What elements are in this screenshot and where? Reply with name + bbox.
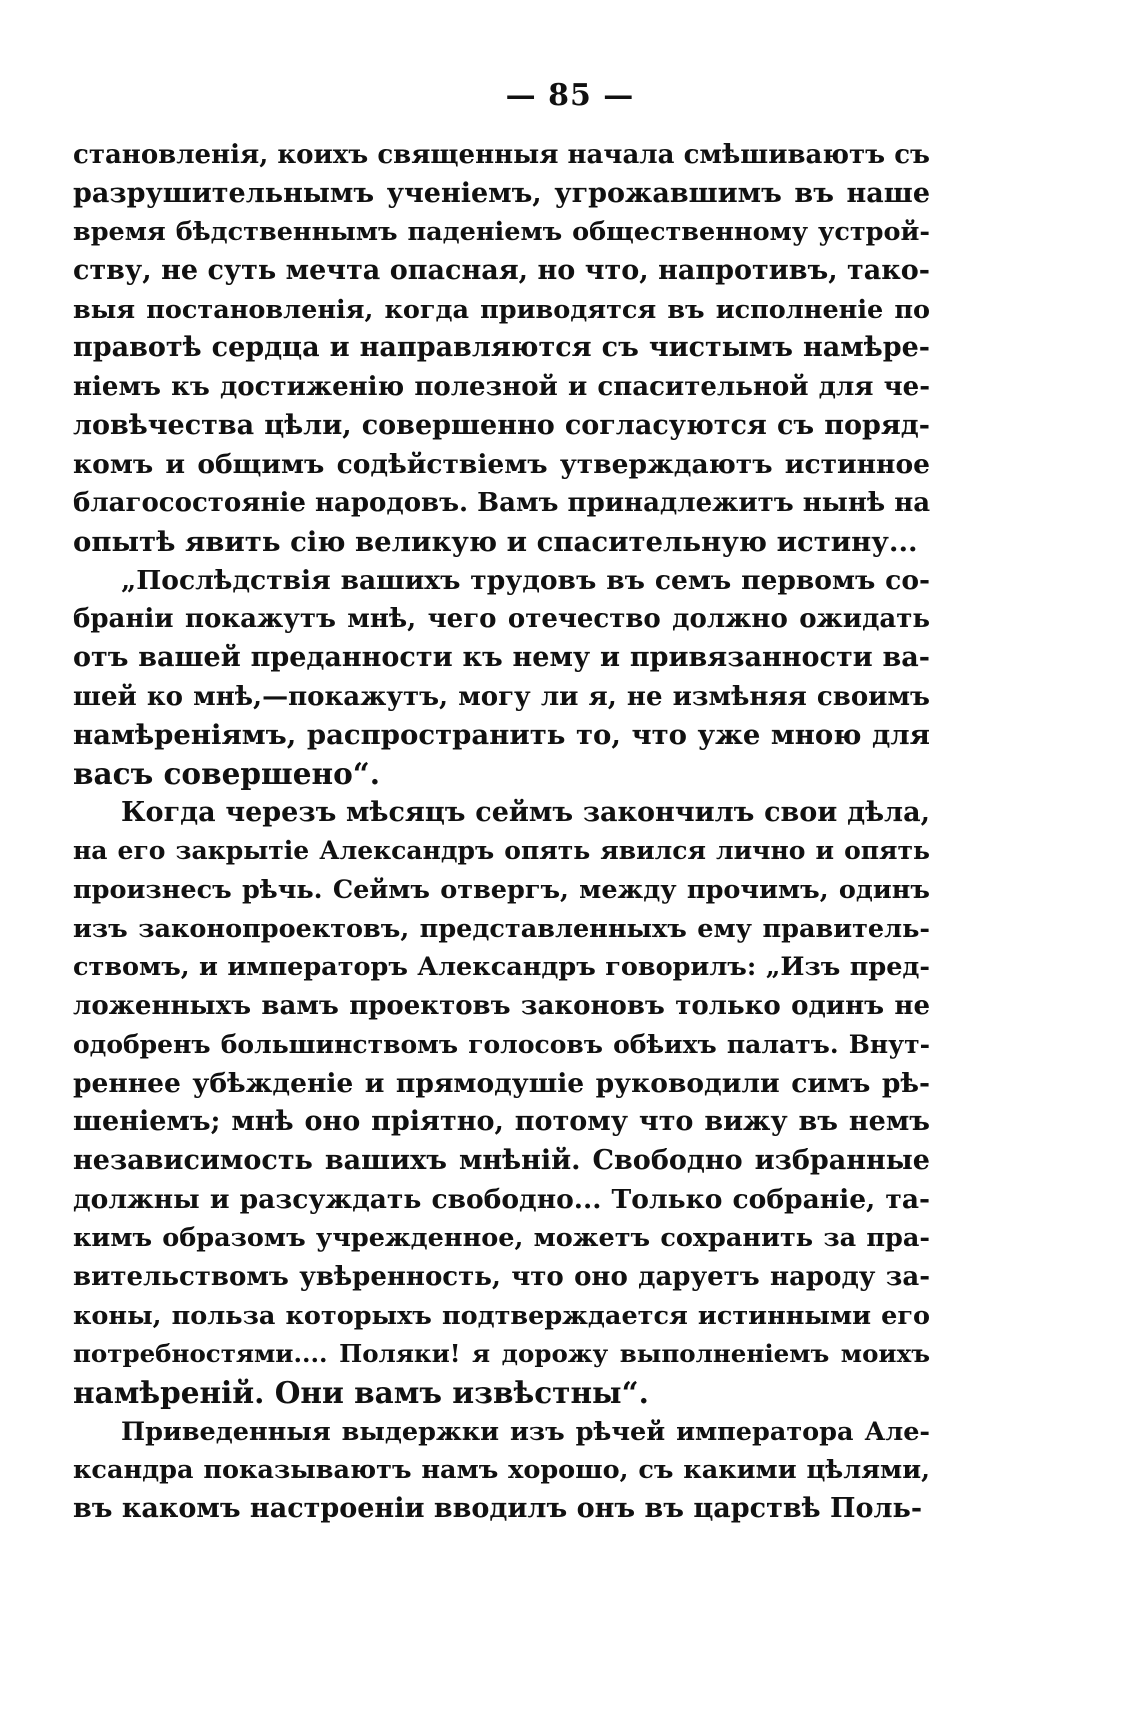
text-line: Когда черезъ мѣсяцъ сеймъ закончилъ свои дѣла, — [121, 796, 930, 828]
text-line: комъ и общимъ содѣйствіемъ утверждаютъ истинное — [73, 448, 930, 480]
text-line: потребностями.... Поляки! я дорожу выполненіемъ моихъ — [73, 1339, 930, 1369]
text-line: коны, польза которыхъ подтверждается истинными его — [73, 1300, 930, 1331]
text-line: правотѣ сердца и направляются съ чистымъ намѣре- — [73, 332, 930, 364]
text-line: кимъ образомъ учрежденное, можетъ сохранить за пра- — [73, 1223, 930, 1254]
text-line: одобренъ большинствомъ голосовъ обѣихъ палатъ. Внут- — [73, 1029, 930, 1059]
text-line: васъ совершено“. — [73, 756, 380, 791]
text-line: время бѣдственнымъ паденіемъ общественному устрой- — [73, 217, 930, 248]
text-line: произнесъ рѣчь. Сеймъ отвергъ, между прочимъ, одинъ — [73, 875, 930, 906]
page-text — [73, 136, 930, 1529]
text-line: изъ законопроектовъ, представленныхъ ему правитель- — [73, 913, 930, 944]
page-number: — 85 — — [505, 78, 635, 113]
text-line: Приведенныя выдержки изъ рѣчей императора Але- — [121, 1416, 930, 1447]
text-line: должны и разсуждать свободно... Только собраніе, та- — [73, 1183, 930, 1215]
text-line: шей ко мнѣ,—покажутъ, могу ли я, не измѣняя своимъ — [73, 681, 930, 712]
text-line: благосостояніе народовъ. Вамъ принадлежитъ нынѣ на — [73, 488, 931, 519]
text-line: ловѣчества цѣли, совершенно согласуются съ поряд- — [73, 409, 930, 441]
text-line: выя постановленія, когда приводятся въ исполненіе по — [73, 294, 930, 325]
text-line: ніемъ къ достиженію полезной и спасительной для че- — [73, 372, 930, 403]
text-line: шеніемъ; мнѣ оно пріятно, потому что вижу въ немъ — [73, 1106, 930, 1138]
text-line: ксандра показываютъ намъ хорошо, съ какими цѣлями, — [73, 1455, 930, 1486]
text-line: на его закрытіе Александръ опять явился лично и опять — [73, 836, 930, 866]
text-line: намѣреніямъ, распространить то, что уже мною для — [73, 719, 930, 752]
text-line: разрушительнымъ ученіемъ, угрожавшимъ въ наше — [73, 177, 930, 209]
text-line: „Послѣдствія вашихъ трудовъ въ семъ первомъ со- — [121, 564, 930, 596]
text-line: вительствомъ увѣренность, что оно даруетъ народу за- — [73, 1261, 930, 1292]
text-line: намѣреній. Они вамъ извѣстны“. — [73, 1375, 649, 1410]
text-line: становленія, коихъ священныя начала смѣшиваютъ съ — [73, 140, 930, 170]
text-line: ложенныхъ вамъ проектовъ законовъ только одинъ не — [73, 991, 930, 1022]
text-line: независимость вашихъ мнѣній. Свободно избранные — [73, 1144, 930, 1176]
text-line: реннее убѣжденіе и прямодушіе руководили симъ рѣ- — [73, 1067, 930, 1099]
text-line: опытѣ явить сію великую и спасительную истину... — [73, 525, 918, 558]
text-line: ству, не суть мечта опасная, но что, напротивъ, тако- — [73, 255, 930, 287]
text-line: отъ вашей преданности къ нему и привязанности ва- — [73, 641, 930, 673]
text-line: ствомъ, и императоръ Александръ говорилъ: „Изъ пред- — [73, 952, 930, 983]
text-line: браніи покажутъ мнѣ, чего отечество должно ожидать — [73, 604, 930, 635]
text-line: въ какомъ настроеніи вводилъ онъ въ царствѣ Поль- — [73, 1493, 923, 1525]
